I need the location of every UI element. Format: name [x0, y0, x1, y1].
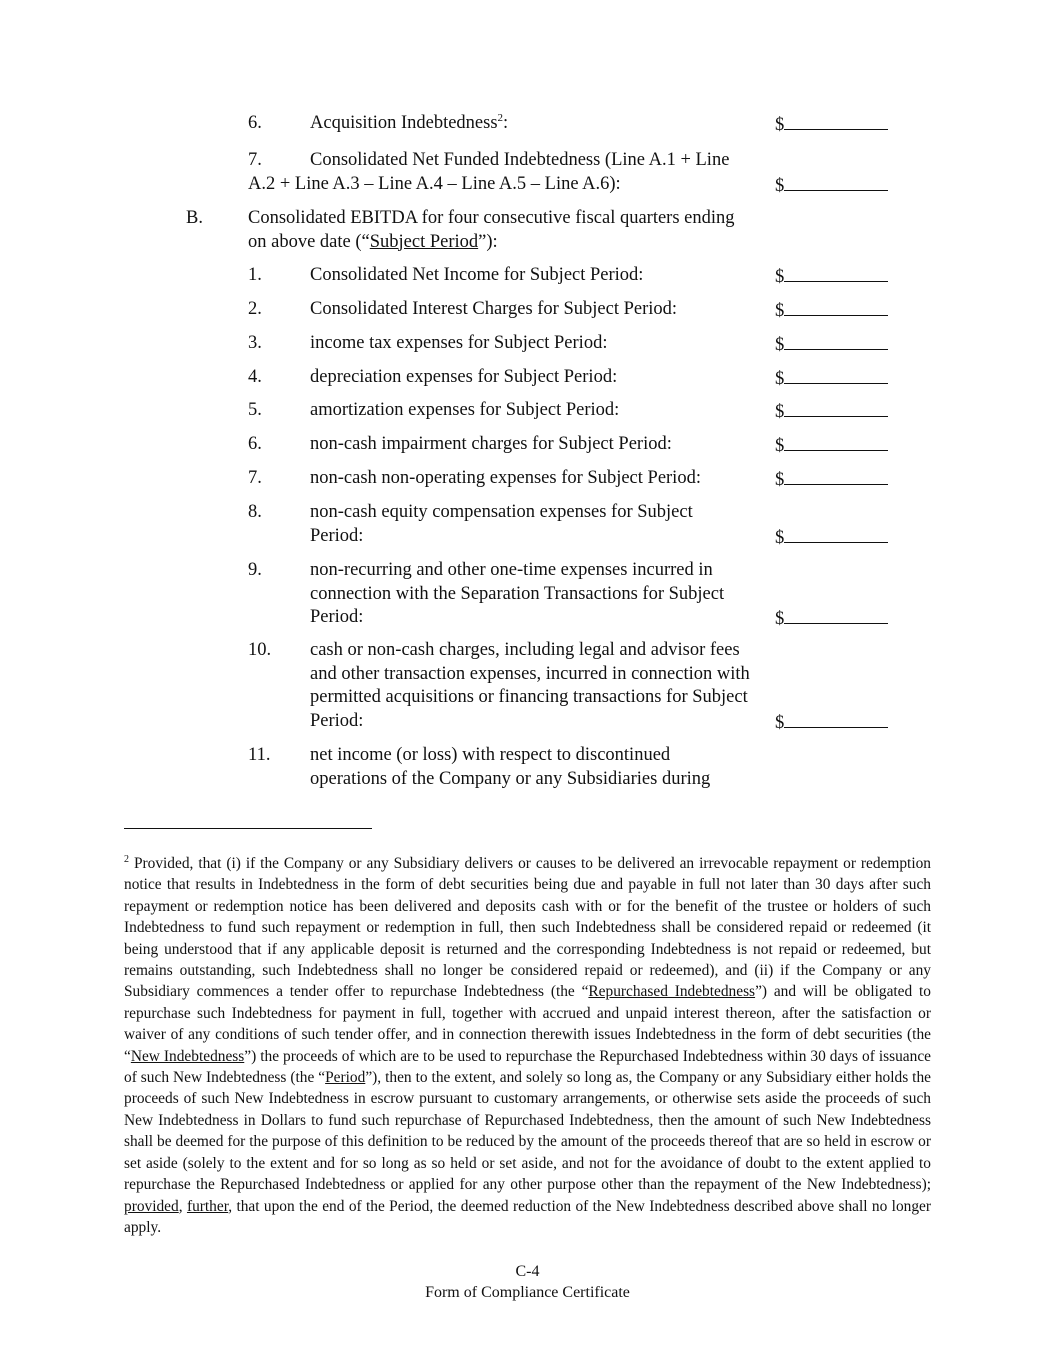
- item-number: 3.: [248, 333, 262, 353]
- amount-blank: [784, 173, 888, 191]
- amount-blank: [784, 332, 888, 350]
- item-label: Consolidated Net Income for Subject Period:: [310, 265, 644, 285]
- item-label: non-cash equity compensation expenses for Subject Period:: [310, 502, 693, 546]
- amount-field: $: [775, 366, 888, 392]
- page-number: C-4: [515, 1263, 540, 1280]
- amount-field: $: [775, 606, 888, 632]
- item-number: 4.: [248, 367, 262, 387]
- footnote-separator: [124, 828, 372, 829]
- amount-blank: [784, 467, 888, 485]
- defined-term: Repurchased Indebtedness: [588, 983, 756, 1001]
- item-number: 11.: [248, 745, 271, 765]
- footer-title: Form of Compliance Certificate: [425, 1284, 630, 1301]
- item-number: 5.: [248, 400, 262, 420]
- item-number: 7.: [248, 150, 262, 170]
- amount-field: $: [775, 332, 888, 358]
- item-number: 1.: [248, 265, 262, 285]
- item-label: net income (or loss) with respect to discontinued operations of the Company or any Subsidiaries during: [310, 745, 711, 789]
- amount-field: $: [775, 264, 888, 290]
- section-letter: B.: [186, 208, 203, 228]
- defined-term: provided: [124, 1197, 179, 1215]
- amount-field: $: [775, 298, 888, 324]
- item-label: Acquisition Indebtedness$^2$:: [310, 111, 509, 133]
- amount-blank: [784, 399, 888, 417]
- item-number: 9.: [248, 560, 262, 580]
- item-label: cash or non-cash charges, including legal and advisor fees and other transaction expenses, incurred in connection with permitted acquisitions or financing transactions for Subject Period:: [310, 640, 750, 731]
- footnote-reference: 2: [497, 111, 504, 124]
- item-number: 6.: [248, 113, 262, 133]
- item-label: Consolidated Interest Charges for Subject Period:: [310, 299, 678, 319]
- amount-blank: [784, 298, 888, 316]
- amount-blank: [784, 525, 888, 543]
- footnote: $^2$ Provided, that (i) if the Company or any Subsidiary delivers or causes to be delivered an irrevocable repayment or redemption notice that results in Indebtedness in the form of debt securities being due and payable in full not later than 30 days after such repayment or redemption notice has been delivered and deposits cash with or for the benefit of the trustee or holders of such Indebtedness to fund such repayment or redemption in full, then such Indebtedness shall be considered repaid or redeemed (it being understood that if any applicable deposit is returned and the corresponding Indebtedness is not repaid or redeemed, but remains outstanding, such Indebtedness shall no longer be considered repaid or redeemed), and (ii) if the Company or any Subsidiary commences a tender offer to repurchase Indebtedness (the “Repurchased Indebtedness”) and will be obligated to repurchase such Indebtedness for payment in full, together with accrued and unpaid interest thereon, after the satisfaction or waiver of any conditions of such tender offer, and in connection therewith issues Indebtedness in the form of debt securities (the “New Indebtedness”) the proceeds of which are to be used to repurchase the Repurchased Indebtedness within 30 days of issuance of such New Indebtedness (the “Period”), then to the extent, and solely so long as, the Company or any Subsidiary either holds the proceeds of such New Indebtedness in escrow pursuant to customary arrangements, or otherwise sets aside the proceeds of such New Indebtedness in Dollars to fund such repurchase of Repurchased Indebtedness, then the amount of such New Indebtedness shall be deemed for the purpose of this definition to be reduced by the amount of the proceeds thereof that are so held in escrow or set aside (solely to the extent and for so long as so held or set aside, and not for the avoidance of doubt to the extent applied to repurchase the Repurchased Indebtedness or applied for any other purpose other than the repayment of the New Indebtedness); provided, further, that upon the end of the Period, the deemed reduction of the New Indebtedness described above shall no longer apply.: [124, 853, 932, 1236]
- amount-blank: [784, 366, 888, 384]
- amount-field: $: [775, 433, 888, 459]
- amount-blank: [784, 112, 888, 130]
- section-heading: Consolidated EBITDA for four consecutive fiscal quarters ending on above date (“Subject Period”):: [248, 208, 735, 252]
- amount-blank: [784, 606, 888, 624]
- footnote-marker: 2: [124, 853, 129, 865]
- item-number: 10.: [248, 640, 272, 660]
- amount-field: $: [775, 399, 888, 425]
- amount-field: $: [775, 710, 888, 736]
- amount-field: $: [775, 112, 888, 138]
- item-label: non-recurring and other one-time expenses incurred in connection with the Separation Transactions for Subject Period:: [310, 560, 725, 627]
- amount-field: $: [775, 173, 888, 199]
- item-label: non-cash non-operating expenses for Subject Period:: [310, 468, 701, 488]
- item-label: depreciation expenses for Subject Period:: [310, 367, 618, 387]
- item-label: amortization expenses for Subject Period:: [310, 400, 620, 420]
- defined-term: Subject Period: [369, 231, 479, 252]
- amount-blank: [784, 433, 888, 451]
- amount-field: $: [775, 525, 888, 551]
- item-number: 7.: [248, 468, 262, 488]
- item-number: 6.: [248, 434, 262, 454]
- item-label: income tax expenses for Subject Period:: [310, 333, 608, 353]
- defined-term: Period: [325, 1069, 366, 1087]
- item-number: 2.: [248, 299, 262, 319]
- item-label: 7. Consolidated Net Funded Indebtedness (Line A.1 + Line A.2 + Line A.3 – Line A.4 – Line A.5 – Line A.6):: [248, 150, 730, 194]
- amount-blank: [784, 710, 888, 728]
- amount-blank: [784, 264, 888, 282]
- defined-term: New Indebtedness: [130, 1047, 245, 1065]
- defined-term: further: [186, 1197, 229, 1215]
- item-number: 8.: [248, 502, 262, 522]
- item-label: non-cash impairment charges for Subject Period:: [310, 434, 672, 454]
- amount-field: $: [775, 467, 888, 493]
